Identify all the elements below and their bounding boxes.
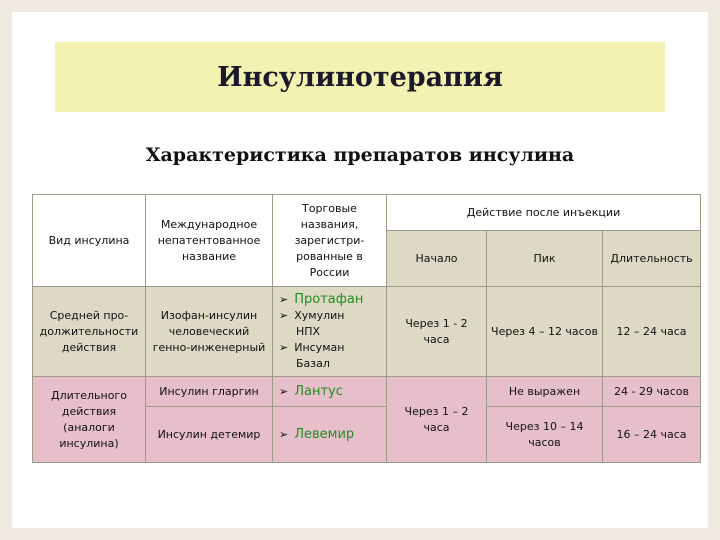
insulin-table <box>32 194 701 463</box>
long-peak-1: Не выражен <box>487 377 603 407</box>
header-action: Действие после инъекции <box>387 195 701 231</box>
medium-peak: Через 4 – 12 часов <box>487 287 603 377</box>
medium-inn: Изофан-инсулин человеческий генно-инженерный <box>146 287 273 377</box>
medium-type: Средней про-должительности действия <box>33 287 146 377</box>
long-type: Длительного действия (аналоги инсулина) <box>33 377 146 463</box>
long-inn-2: Инсулин детемир <box>146 407 273 463</box>
header-onset: Начало <box>387 231 487 287</box>
long-inn-1: Инсулин гларгин <box>146 377 273 407</box>
long-onset: Через 1 – 2 часа <box>387 377 487 463</box>
long-duration-2: 16 – 24 часа <box>603 407 701 463</box>
arrow-bullet-icon: ➢ <box>279 340 289 354</box>
long-peak-2: Через 10 – 14 часов <box>487 407 603 463</box>
arrow-bullet-icon: ➢ <box>279 308 289 322</box>
trade-item-continued: Базал <box>296 356 330 370</box>
arrow-bullet-icon: ➢ <box>279 384 289 398</box>
long-trade-1: ➢ Лантус <box>273 377 387 407</box>
slide-title: Инсулинотерапия <box>55 42 665 112</box>
medium-trade-list <box>273 287 387 377</box>
trade-item: ➢ Инсуман <box>279 340 345 354</box>
header-inn: Международное непатентованное название <box>146 195 273 287</box>
header-duration: Длительность <box>603 231 701 287</box>
long-duration-1: 24 - 29 часов <box>603 377 701 407</box>
slide-subtitle: Характеристика препаратов инсулина <box>145 144 575 166</box>
table-row-long-1 <box>33 377 701 407</box>
header-peak: Пик <box>487 231 603 287</box>
arrow-bullet-icon: ➢ <box>279 427 289 441</box>
header-type: Вид инсулина <box>33 195 146 287</box>
medium-onset: Через 1 - 2 часа <box>387 287 487 377</box>
trade-item: ➢ Хумулин <box>279 308 345 322</box>
table-row-medium <box>33 287 701 377</box>
medium-duration: 12 – 24 часа <box>603 287 701 377</box>
header-trade: Торговые названия, зарегистри-рованные в России <box>273 195 387 287</box>
trade-item: ➢ Протафан <box>279 291 364 307</box>
long-trade-2: ➢ Левемир <box>273 407 387 463</box>
trade-item-continued: НПХ <box>296 324 321 338</box>
arrow-bullet-icon: ➢ <box>279 292 289 306</box>
